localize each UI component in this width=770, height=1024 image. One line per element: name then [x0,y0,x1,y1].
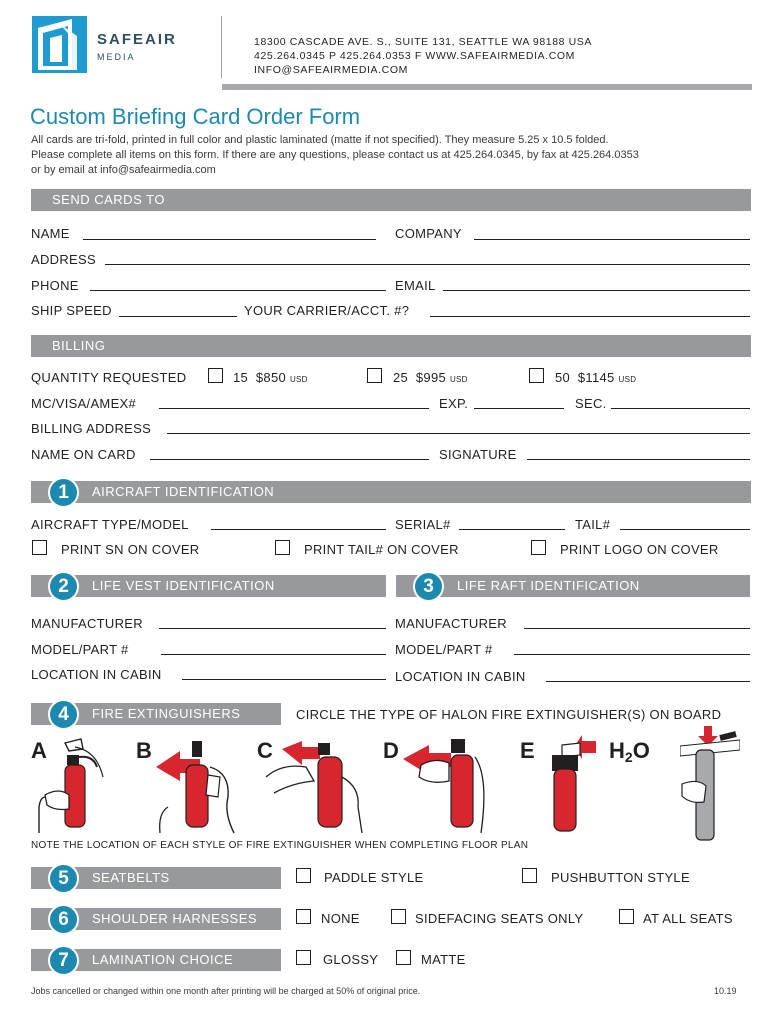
quantity-15-checkbox[interactable] [208,368,223,383]
vest-location-field[interactable] [182,679,386,680]
address-field[interactable] [105,264,750,265]
print-tail-checkbox[interactable] [275,540,290,555]
tail-field[interactable] [620,529,750,530]
exp-label: EXP. [439,396,469,411]
ship-speed-field[interactable] [119,316,237,317]
extinguisher-type-c-label[interactable]: C [257,738,273,763]
matte-checkbox[interactable] [396,950,411,965]
section-number-3: 3 [413,571,444,602]
extinguisher-a-icon [35,737,105,835]
name-on-card-field[interactable] [150,459,429,460]
phone-label: PHONE [31,278,79,293]
cancellation-note: Jobs cancelled or changed within one month after printing will be charged at 50% of original price. [31,986,421,996]
carrier-label: YOUR CARRIER/ACCT. #? [244,303,410,318]
quantity-option-25: 25 $995 USD [393,370,468,385]
vest-manufacturer-label: MANUFACTURER [31,616,143,631]
raft-location-field[interactable] [546,681,750,682]
harness-all-seats-label: AT ALL SEATS [643,911,733,926]
signature-field[interactable] [527,459,750,460]
shoulder-harnesses-heading: SHOULDER HARNESSES [31,908,281,930]
company-address: 18300 CASCADE AVE. S., SUITE 131, SEATTLE WA 98188 USA [254,36,593,48]
brand-subtitle: MEDIA [97,52,136,62]
billing-address-label: BILLING ADDRESS [31,421,152,436]
company-email: INFO@SAFEAIRMEDIA.COM [254,64,408,76]
vest-model-label: MODEL/PART # [31,642,129,657]
signature-label: SIGNATURE [439,447,517,462]
pushbutton-style-label: PUSHBUTTON STYLE [551,870,690,885]
header-rule [222,84,752,90]
phone-field[interactable] [90,290,386,291]
vest-manufacturer-field[interactable] [159,628,386,629]
extinguisher-e-icon [540,733,600,833]
quantity-option-15: 15 $850 USD [233,370,308,385]
fire-instruction: CIRCLE THE TYPE OF HALON FIRE EXTINGUISHER(S) ON BOARD [296,707,722,722]
raft-model-field[interactable] [514,654,750,655]
raft-model-label: MODEL/PART # [395,642,493,657]
paddle-style-checkbox[interactable] [296,868,311,883]
paddle-style-label: PADDLE STYLE [324,870,424,885]
print-sn-label: PRINT SN ON COVER [61,542,200,557]
vest-location-label: LOCATION IN CABIN [31,667,162,682]
aircraft-heading: AIRCRAFT IDENTIFICATION [31,481,751,503]
print-logo-checkbox[interactable] [531,540,546,555]
section-number-4: 4 [48,699,79,730]
company-contact: 425.264.0345 P 425.264.0353 F WWW.SAFEAIRMEDIA.COM [254,50,576,62]
harness-none-label: NONE [321,911,360,926]
harness-sidefacing-label: SIDEFACING SEATS ONLY [415,911,584,926]
brand-name: SAFEAIR [97,31,177,48]
send-cards-heading: SEND CARDS TO [31,189,751,211]
quantity-50-checkbox[interactable] [529,368,544,383]
address-label: ADDRESS [31,252,96,267]
glossy-label: GLOSSY [323,952,379,967]
lamination-heading: LAMINATION CHOICE [31,949,281,971]
seatbelts-heading: SEATBELTS [31,867,281,889]
life-raft-heading: LIFE RAFT IDENTIFICATION [396,575,750,597]
harness-sidefacing-checkbox[interactable] [391,909,406,924]
name-label: NAME [31,226,70,241]
fire-note: NOTE THE LOCATION OF EACH STYLE OF FIRE EXTINGUISHER WHEN COMPLETING FLOOR PLAN [31,840,529,851]
name-field[interactable] [83,239,376,240]
sec-label: SEC. [575,396,607,411]
form-version: 10.19 [714,986,737,996]
section-number-7: 7 [48,945,79,976]
vest-model-field[interactable] [161,654,386,655]
extinguisher-type-b-label[interactable]: B [136,738,152,763]
print-sn-checkbox[interactable] [32,540,47,555]
raft-location-label: LOCATION IN CABIN [395,669,526,684]
email-label: EMAIL [395,278,436,293]
email-field[interactable] [443,290,750,291]
section-number-2: 2 [48,571,79,602]
carrier-field[interactable] [430,316,750,317]
extinguisher-d-icon [401,737,491,835]
company-label: COMPANY [395,226,462,241]
intro-line-1: All cards are tri-fold, printed in full color and plastic laminated (matte if not specified). They measure 5.25 x 10.5 folded. [31,134,609,146]
tail-label: TAIL# [575,517,611,532]
raft-manufacturer-label: MANUFACTURER [395,616,507,631]
intro-line-3: or by email at info@safeairmedia.com [31,164,216,176]
sec-field[interactable] [611,408,750,409]
name-on-card-label: NAME ON CARD [31,447,136,462]
pushbutton-style-checkbox[interactable] [522,868,537,883]
billing-heading: BILLING [31,335,751,357]
print-tail-label: PRINT TAIL# ON COVER [304,542,459,557]
intro-line-2: Please complete all items on this form. If there are any questions, please contact us at 425.264.0345, by fax at 425.264.0353 [31,149,639,161]
serial-label: SERIAL# [395,517,451,532]
section-number-6: 6 [48,904,79,935]
company-field[interactable] [474,239,750,240]
quantity-option-50: 50 $1145 USD [555,370,637,385]
fire-extinguishers-heading: FIRE EXTINGUISHERS [31,703,281,725]
form-title: Custom Briefing Card Order Form [30,104,361,129]
extinguisher-c-icon [262,737,367,835]
life-vest-heading: LIFE VEST IDENTIFICATION [31,575,386,597]
aircraft-type-field[interactable] [211,529,386,530]
serial-field[interactable] [459,529,565,530]
exp-field[interactable] [474,408,564,409]
billing-address-field[interactable] [167,433,750,434]
card-number-field[interactable] [159,408,429,409]
extinguisher-type-h2o-label[interactable]: H2O [609,738,650,765]
section-number-1: 1 [48,477,79,508]
header-divider [221,16,222,78]
print-logo-label: PRINT LOGO ON COVER [560,542,719,557]
aircraft-type-label: AIRCRAFT TYPE/MODEL [31,517,189,532]
card-number-label: MC/VISA/AMEX# [31,396,137,411]
glossy-checkbox[interactable] [296,950,311,965]
extinguisher-h2o-icon [680,726,740,841]
extinguisher-b-icon [154,737,244,835]
safeair-logo-icon [32,16,87,73]
raft-manufacturer-field[interactable] [524,628,750,629]
quantity-25-checkbox[interactable] [367,368,382,383]
extinguisher-type-e-label[interactable]: E [520,738,535,763]
section-number-5: 5 [48,863,79,894]
harness-none-checkbox[interactable] [296,909,311,924]
harness-all-seats-checkbox[interactable] [619,909,634,924]
extinguisher-type-a-label[interactable]: A [31,738,47,763]
quantity-label: QUANTITY REQUESTED [31,370,187,385]
matte-label: MATTE [421,952,466,967]
ship-speed-label: SHIP SPEED [31,303,112,318]
extinguisher-type-d-label[interactable]: D [383,738,399,763]
